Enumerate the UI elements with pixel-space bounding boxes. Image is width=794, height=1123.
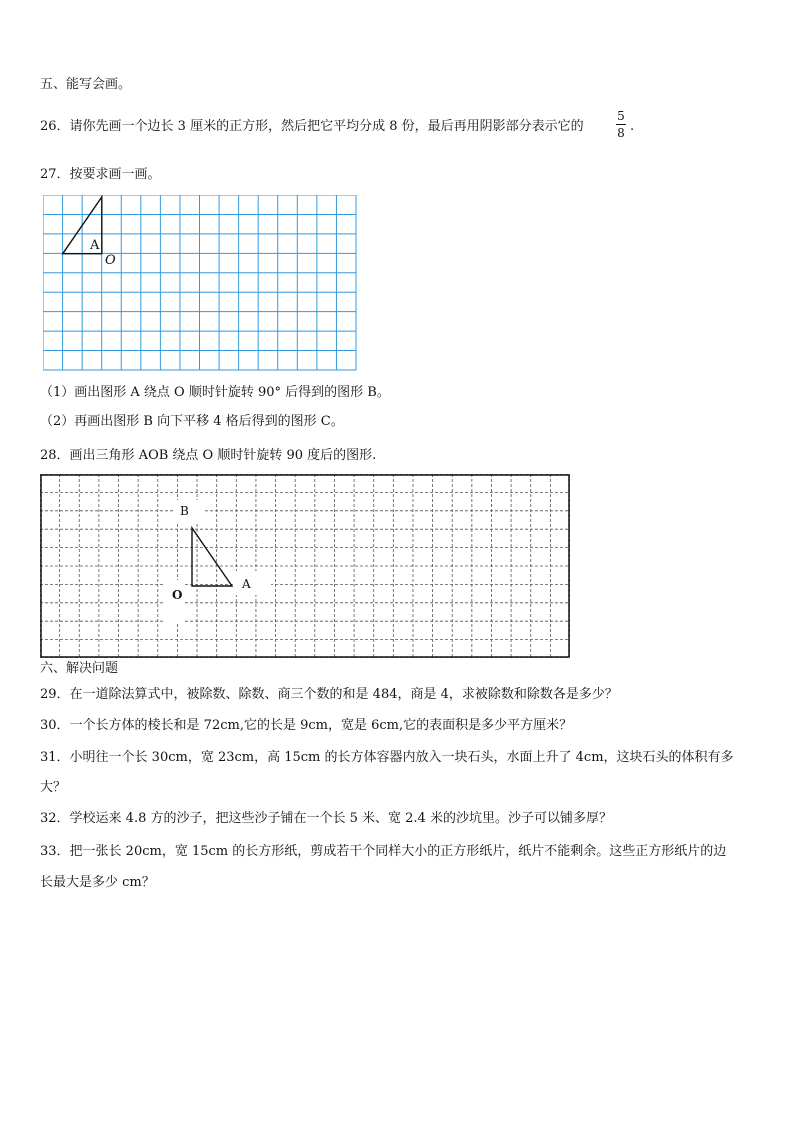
grid-label-o: O bbox=[105, 253, 116, 268]
question-31-line-2: 大？ bbox=[40, 780, 67, 795]
q27-sub-2: （2）再画出图形 B 向下平移 4 格后得到的图形 C。 bbox=[40, 414, 344, 429]
question-33-line-2: 长最大是多少 cm？ bbox=[40, 875, 155, 890]
question-26: 26．请你先画一个边长 3 厘米的正方形，然后把它平均分成 8 份，最后再用阴影部分表示它的 bbox=[40, 119, 584, 134]
question-31-line-1: 31．小明往一个长 30cm，宽 23cm，高 15cm 的长方体容器内放入一块石头，水面上升了 4cm，这块石头的体积有多 bbox=[40, 750, 734, 765]
dashed-grid-figure bbox=[40, 474, 570, 658]
grid-label-a: A bbox=[90, 238, 100, 253]
q27-sub-1: （1）画出图形 A 绕点 O 顺时针旋转 90° 后得到的图形 B。 bbox=[40, 385, 390, 400]
fraction-numerator: 5 bbox=[617, 109, 625, 123]
label-a: A bbox=[242, 577, 251, 591]
fraction-denominator: 8 bbox=[617, 126, 625, 140]
question-28: 28．画出三角形 AOB 绕点 O 顺时针旋转 90 度后的图形. bbox=[40, 448, 377, 463]
section-5-heading: 五、能写会画。 bbox=[40, 77, 132, 92]
question-26-end: . bbox=[630, 119, 635, 134]
question-27: 27．按要求画一画。 bbox=[40, 167, 161, 182]
question-29: 29．在一道除法算式中，被除数、除数、商三个数的和是 484，商是 4，求被除数和除数各是多少？ bbox=[40, 687, 618, 702]
fraction-bar bbox=[616, 124, 626, 125]
question-33-line-1: 33．把一张长 20cm，宽 15cm 的长方形纸，剪成若干个同样大小的正方形纸片，纸片不能剩余。这些正方形纸片的边 bbox=[40, 844, 727, 859]
question-30: 30．一个长方体的棱长和是 72cm,它的长是 9cm，宽是 6cm,它的表面积是多少平方厘米？ bbox=[40, 718, 573, 733]
section-6-heading: 六、解决问题 bbox=[40, 661, 119, 676]
label-o: O bbox=[172, 588, 183, 602]
triangle-aob bbox=[192, 528, 232, 586]
label-b: B bbox=[180, 504, 189, 518]
blue-grid-figure bbox=[43, 195, 359, 372]
question-32: 32．学校运来 4.8 方的沙子，把这些沙子铺在一个长 5 米、宽 2.4 米的沙坑里。沙子可以铺多厚？ bbox=[40, 811, 612, 826]
